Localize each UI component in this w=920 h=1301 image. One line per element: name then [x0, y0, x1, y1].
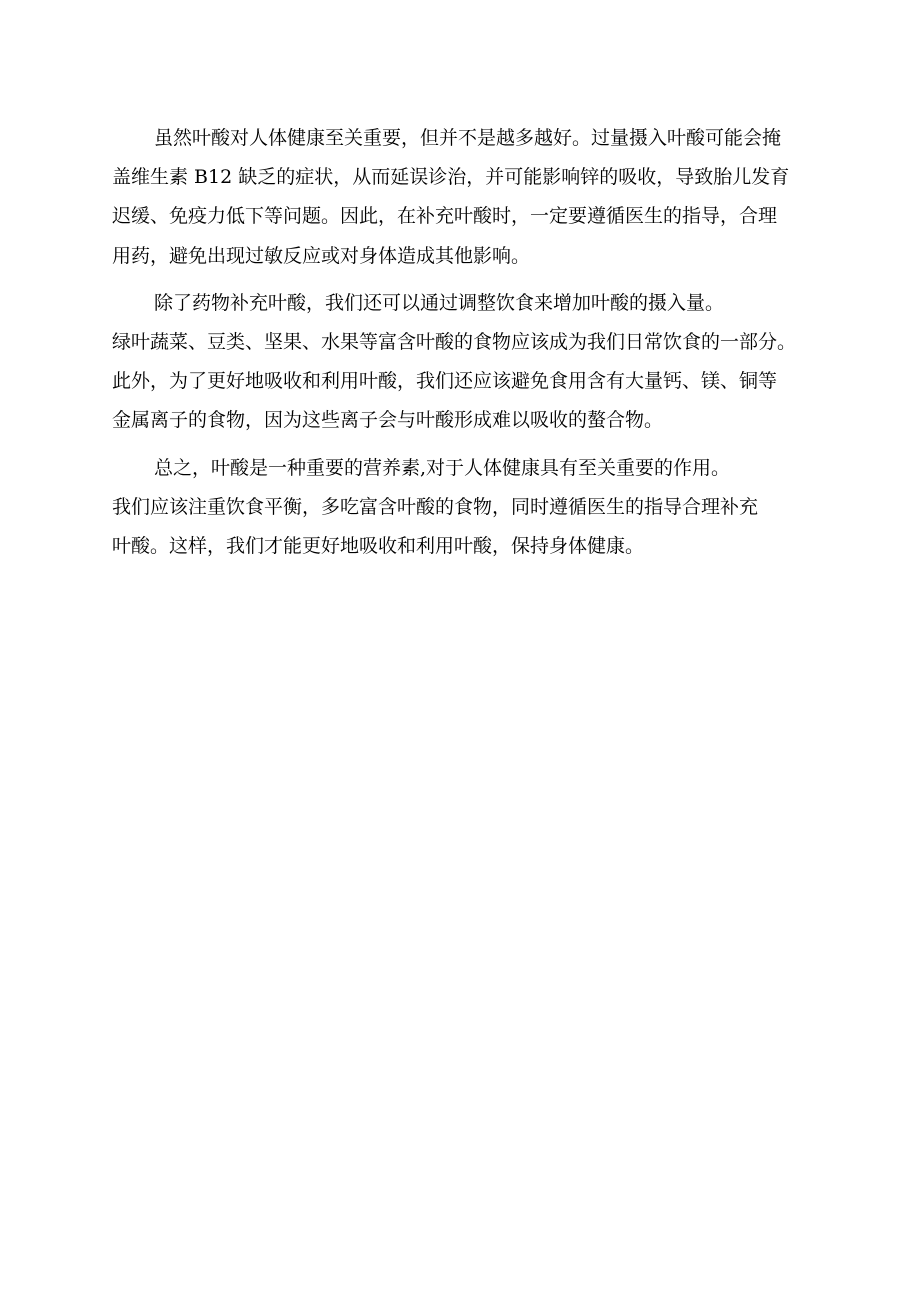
paragraph-line: 用药，避免出现过敏反应或对身体造成其他影响。 [112, 244, 531, 267]
paragraph-spacer [112, 441, 812, 449]
paragraph-line: 迟缓、免疫力低下等问题。因此，在补充叶酸时，一定要遵循医生的指导，合理 [112, 205, 778, 228]
paragraph-1 [112, 119, 812, 276]
paragraph-2 [112, 284, 812, 441]
paragraph-line: 此外，为了更好地吸收和利用叶酸，我们还应该避免食用含有大量钙、镁、铜等 [112, 370, 778, 393]
paragraph-line: 虽然叶酸对人体健康至关重要，但并不是越多越好。过量摄入叶酸可能会掩 [154, 127, 782, 149]
paragraph-line: 除了药物补充叶酸，我们还可以通过调整饮食来增加叶酸的摄入量。 [154, 291, 725, 314]
paragraph-line: 盖维生素 B12 缺乏的症状，从而延误诊治，并可能影响锌的吸收，导致胎儿发育 [112, 166, 790, 189]
paragraph-line: 金属离子的食物，因为这些离子会与叶酸形成难以吸收的螯合物。 [112, 409, 664, 432]
paragraph-line: 绿叶蔬菜、豆类、坚果、水果等富含叶酸的食物应该成为我们日常饮食的一部分。 [112, 330, 797, 353]
paragraph-line: 我们应该注重饮食平衡，多吃富含叶酸的食物，同时遵循医生的指导合理补充 [112, 495, 759, 518]
paragraph-line: 总之，叶酸是一种重要的营养素,对于人体健康具有至关重要的作用。 [154, 456, 731, 479]
paragraph-spacer [112, 276, 812, 284]
paragraph-line: 叶酸。这样，我们才能更好地吸收和利用叶酸，保持身体健康。 [112, 534, 645, 557]
paragraph-3 [112, 449, 812, 567]
document-body [112, 119, 812, 566]
